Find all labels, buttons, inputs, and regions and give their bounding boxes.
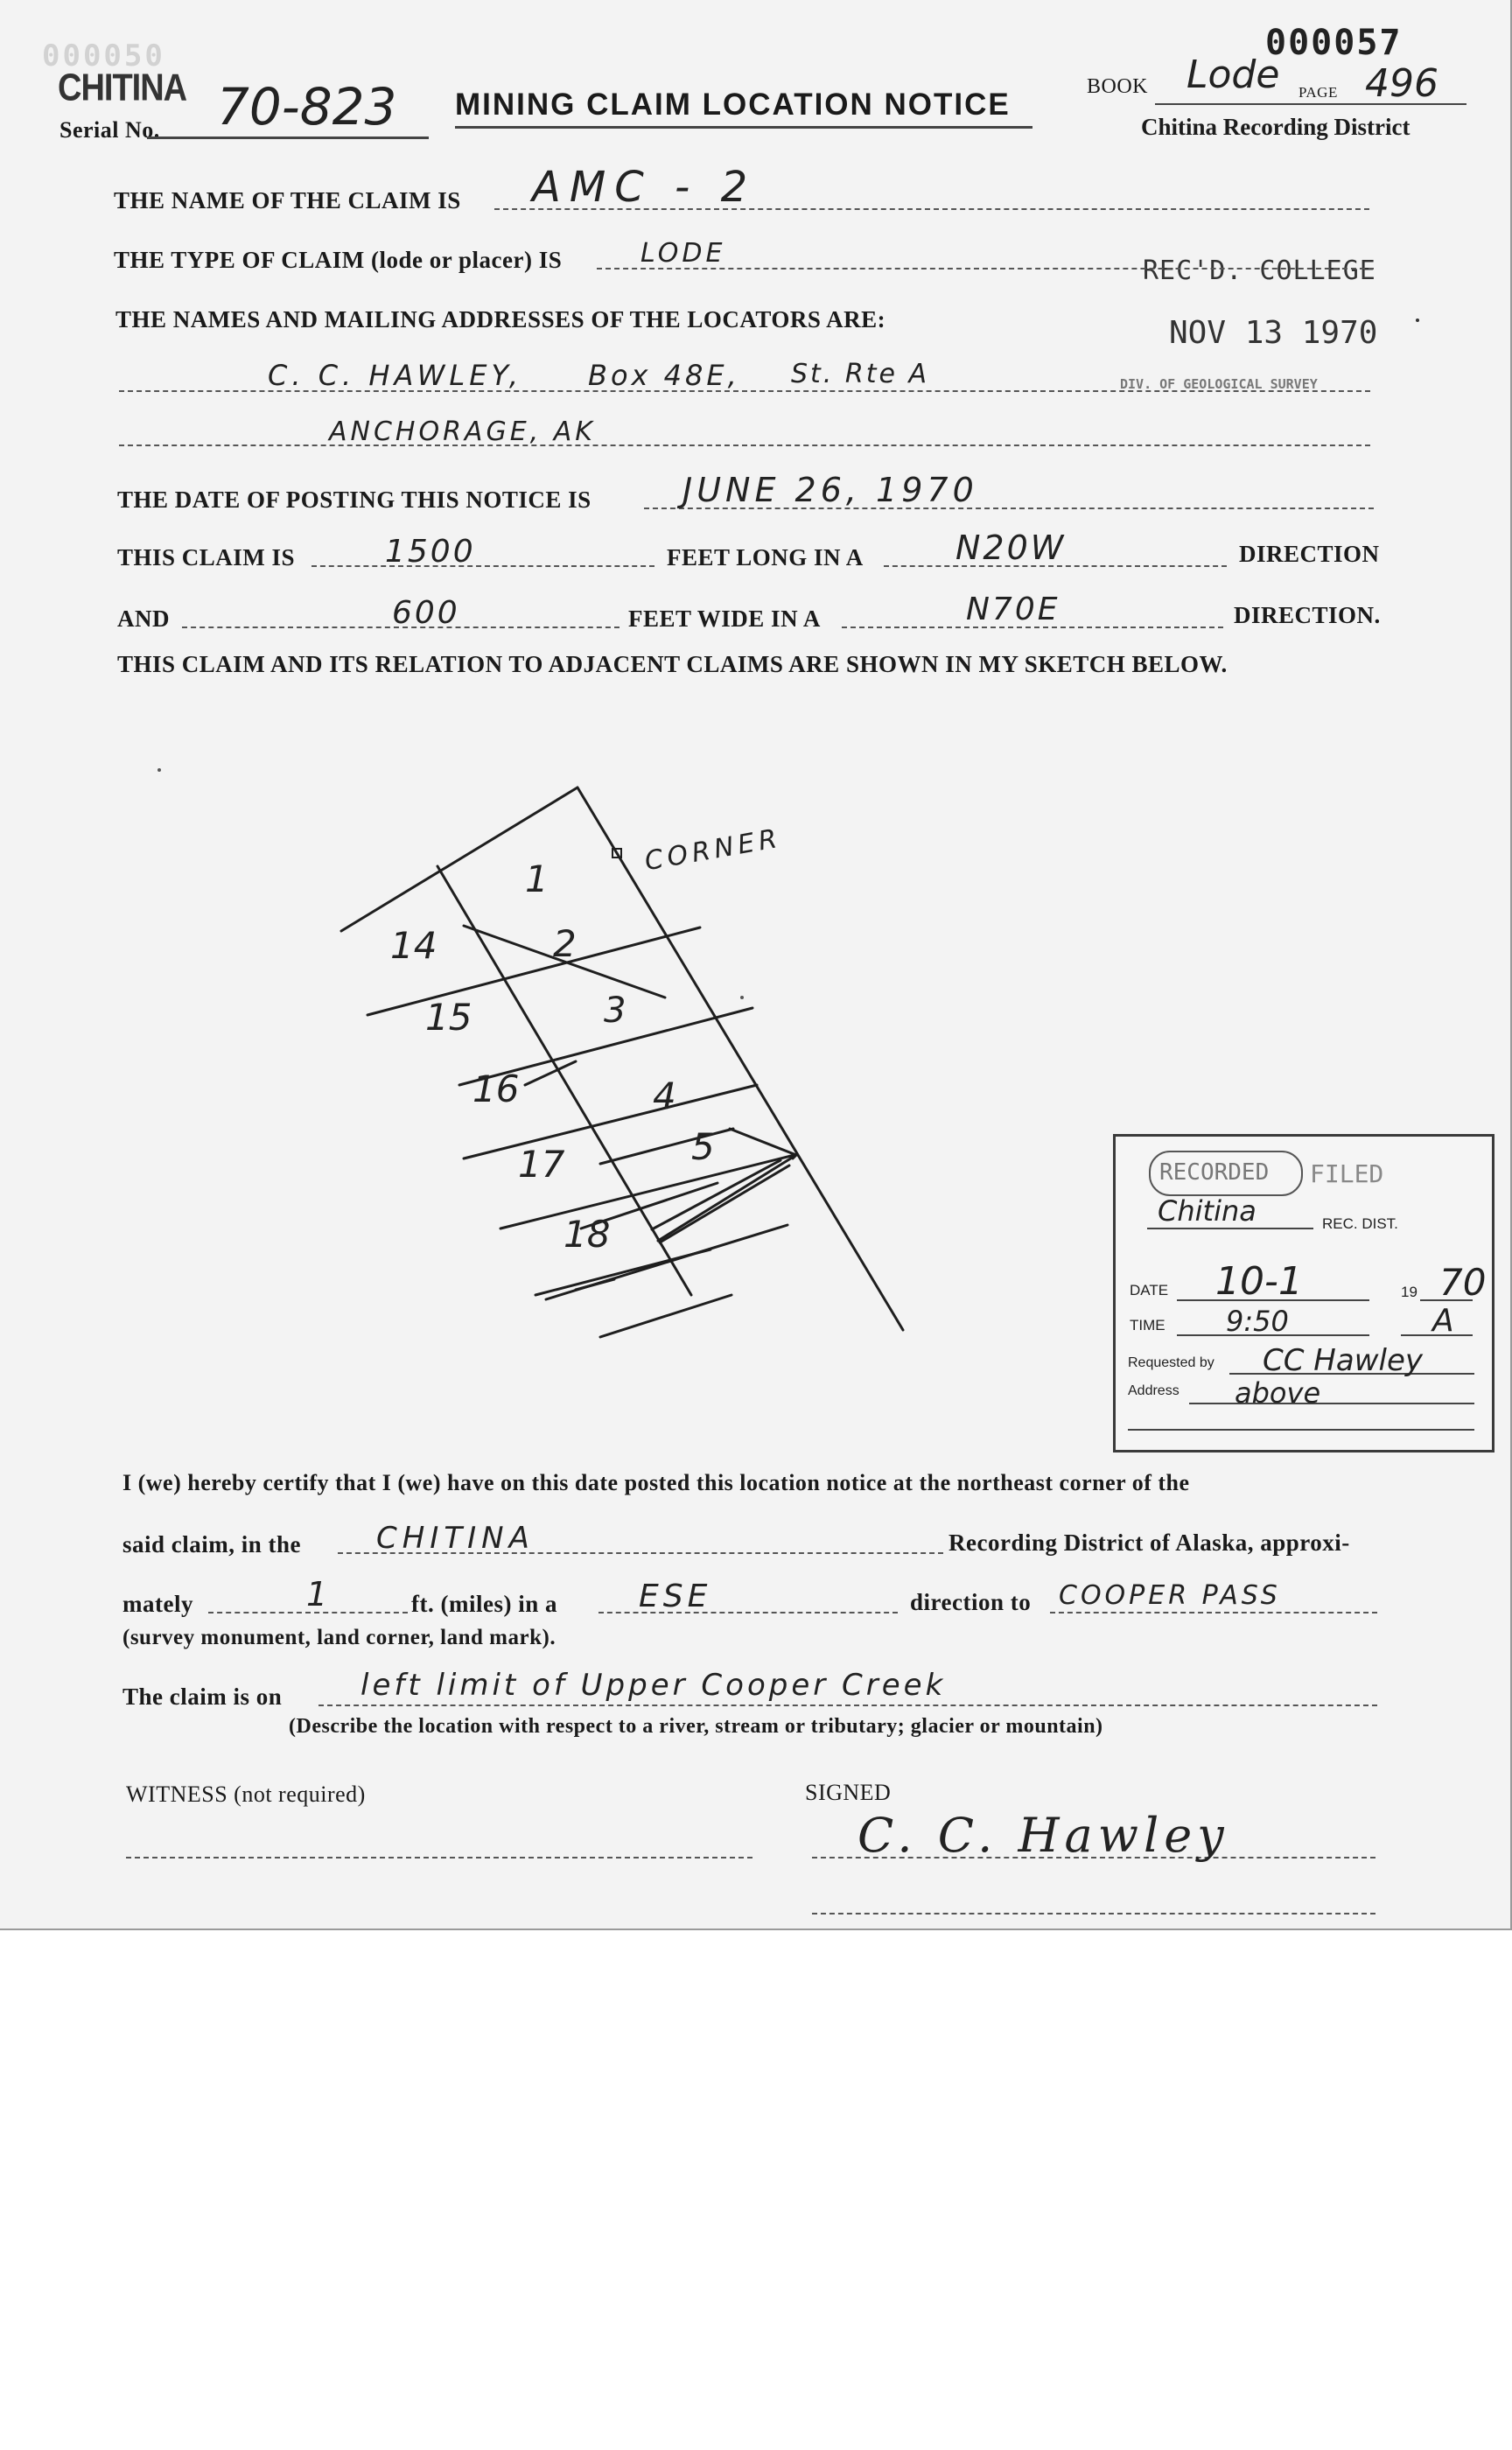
cert-line2-b: Recording District of Alaska, approxi- (948, 1530, 1350, 1556)
length-label-a: THIS CLAIM IS (117, 544, 296, 570)
rec-bottom-line (1128, 1429, 1474, 1431)
corner-label: CORNER (642, 822, 784, 878)
width-label-a: AND (117, 606, 170, 632)
cert-line3-b: ft. (miles) in a (411, 1591, 557, 1617)
serial-value: 70-823 (217, 77, 397, 136)
rec-address-label: Address (1128, 1383, 1180, 1398)
claim-number-5: 5 (691, 1125, 715, 1168)
witness-label: WITNESS (not required) (126, 1782, 366, 1807)
page-label: PAGE (1298, 84, 1338, 101)
claim-number-17: 17 (518, 1143, 565, 1186)
claim-number-3: 3 (604, 990, 626, 1031)
recorded-stamp-box (1113, 1134, 1494, 1452)
cert-direction-value: ESE (639, 1578, 712, 1614)
district-subtitle: Chitina Recording District (1141, 114, 1410, 140)
signature-value: C. C. Hawley (858, 1808, 1229, 1863)
sketch-row-divider-14 (600, 1295, 732, 1337)
sketch-row-divider-13 (536, 1250, 710, 1295)
document-title: MINING CLAIM LOCATION NOTICE (455, 88, 1011, 122)
faded-stamp-number: 000050 (42, 38, 165, 74)
cert-landmark-value: COOPER PASS (1059, 1580, 1281, 1611)
cert-line4: (survey monument, land corner, land mark). (122, 1626, 556, 1649)
claim-number-15: 15 (425, 996, 472, 1039)
posting-date-value: JUNE 26, 1970 (682, 471, 978, 509)
sketch-intro: THIS CLAIM AND ITS RELATION TO ADJACENT CLAIMS ARE SHOWN IN MY SKETCH BELOW. (117, 651, 1228, 677)
district-stamp: CHITINA (58, 66, 187, 110)
rec-time-label: TIME (1130, 1317, 1166, 1334)
rec-address-line (1189, 1403, 1474, 1404)
rec-requested-label: Requested by (1128, 1355, 1214, 1370)
certification-line1: I (we) hereby certify that I (we) have on this date posted this location notice at the northeast corner of the (122, 1470, 1190, 1495)
received-stamp-date: NOV 13 1970 (1169, 315, 1378, 351)
rec-time-value: 9:50 (1226, 1305, 1289, 1338)
recorded-district-value: Chitina (1158, 1194, 1256, 1228)
received-stamp-line1: REC'D. COLLEGE (1143, 256, 1376, 286)
rec-dist-label: REC. DIST. (1322, 1215, 1398, 1232)
claim-number-1: 1 (525, 858, 549, 900)
serial-label: Serial No. (60, 117, 160, 143)
posting-date-label: THE DATE OF POSTING THIS NOTICE IS (117, 486, 592, 513)
locator-box: Box 48E, (588, 359, 740, 392)
claim-name-value: AMC - 2 (532, 163, 757, 212)
claim-number-2: 2 (553, 922, 577, 965)
rec-requested-value: CC Hawley (1263, 1343, 1423, 1378)
rec-date-value: 10-1 (1215, 1259, 1303, 1304)
claim-type-label: THE TYPE OF CLAIM (lode or placer) IS (114, 247, 563, 273)
locator-city: ANCHORAGE, AK (329, 416, 596, 447)
rec-year-value: 70 (1439, 1261, 1487, 1304)
sketch-line-east-boundary (578, 788, 903, 1330)
page-value: 496 (1365, 61, 1438, 106)
filed-label: FILED (1310, 1159, 1384, 1188)
claim-number-4: 4 (653, 1074, 676, 1117)
claim-type-value: LODE (640, 238, 726, 269)
document-stamp-number: 000057 (1265, 23, 1403, 63)
sketch-row-divider-12 (730, 1129, 796, 1155)
recorded-label: RECORDED (1159, 1159, 1270, 1186)
width-value: 600 (392, 595, 460, 631)
received-stamp-line3: DIV. OF GEOLOGICAL SURVEY (1120, 376, 1318, 392)
sketch-row-divider-7 (652, 1160, 780, 1229)
width-direction: N70E (966, 592, 1060, 627)
cert-landmark-line (1050, 1612, 1377, 1614)
signed-label: SIGNED (805, 1780, 892, 1805)
location-label: The claim is on (122, 1684, 283, 1710)
claim-number-16: 16 (472, 1068, 520, 1110)
width-label-c: DIRECTION. (1234, 602, 1381, 628)
claim-name-label: THE NAME OF THE CLAIM IS (114, 187, 461, 214)
length-direction: N20W (956, 528, 1067, 567)
cert-line2-a: said claim, in the (122, 1531, 302, 1558)
locator-name: C. C. HAWLEY, (268, 359, 523, 392)
rec-year-prefix: 19 (1401, 1284, 1418, 1300)
length-label-b: FEET LONG IN A (667, 544, 864, 570)
cert-district-value: CHITINA (376, 1521, 535, 1556)
rec-district-line (1147, 1228, 1313, 1229)
book-label: BOOK (1087, 75, 1149, 98)
location-hint: (Describe the location with respect to a river, stream or tributary; glacier or mountain) (289, 1715, 1103, 1738)
locator-route: St. Rte A (791, 359, 930, 389)
claim-number-18: 18 (564, 1213, 611, 1256)
cert-line3-a: mately (122, 1591, 193, 1617)
witness-line (126, 1857, 752, 1858)
cert-distance-value: 1 (306, 1575, 328, 1614)
length-label-c: DIRECTION (1239, 541, 1380, 567)
length-value: 1500 (385, 534, 476, 570)
locators-label: THE NAMES AND MAILING ADDRESSES OF THE LOCATORS ARE: (116, 306, 886, 332)
rec-ampm-value: A (1432, 1303, 1454, 1339)
book-value: Lode (1186, 52, 1280, 97)
cert-line3-c: direction to (910, 1589, 1032, 1615)
rec-address-value: above (1235, 1376, 1321, 1410)
signature-line-lower (812, 1913, 1376, 1914)
width-label-b: FEET WIDE IN A (628, 606, 821, 632)
rec-date-label: DATE (1130, 1282, 1169, 1298)
location-value: left limit of Upper Cooper Creek (360, 1668, 947, 1703)
location-line (318, 1704, 1377, 1706)
claim-number-14: 14 (390, 924, 438, 967)
